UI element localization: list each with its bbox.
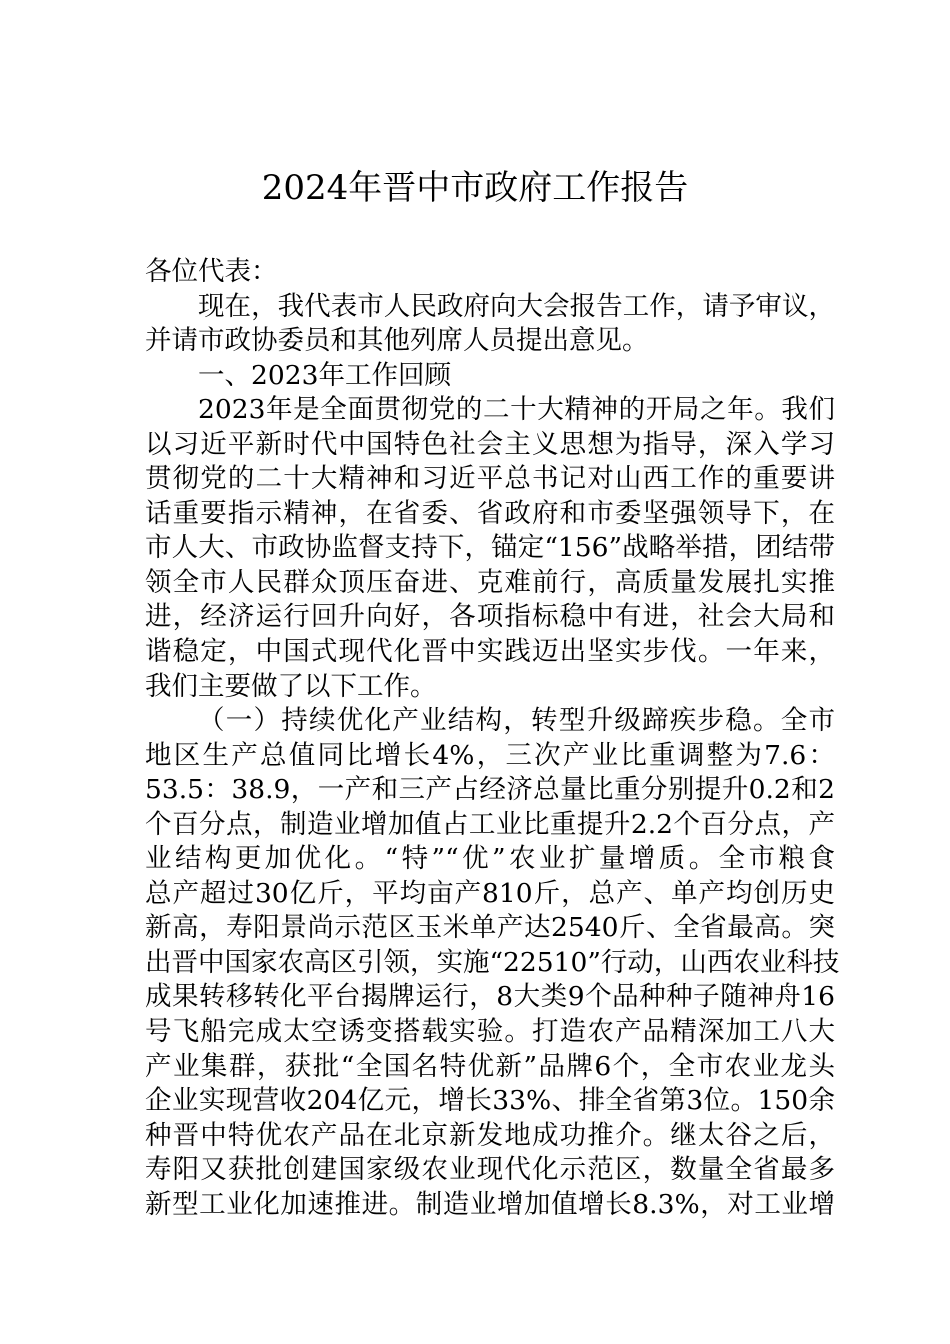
paragraph-line: 各位代表： <box>145 256 278 287</box>
paragraph-line: 2023年是全面贯彻党的二十大精神的开局之年。我们 <box>198 394 835 426</box>
paragraph-line: 地区生产总值同比增长4%，三次产业比重调整为7.6： <box>145 739 835 771</box>
paragraph-line: 总产超过30亿斤，平均亩产810斤，总产、单产均创历史 <box>145 877 835 909</box>
paragraph-line: 一、2023年工作回顾 <box>198 359 451 391</box>
paragraph-line: 新高，寿阳景尚示范区玉米单产达2540斤、全省最高。突 <box>145 912 835 944</box>
paragraph-line: 出晋中国家农高区引领，实施“22510”行动，山西农业科技 <box>145 946 840 978</box>
document-body <box>145 255 840 1222</box>
paragraph-line: 新型工业化加速推进。制造业增加值增长8.3%，对工业增 <box>145 1188 835 1220</box>
paragraph-line: 话重要指示精神，在省委、省政府和市委坚强领导下，在 <box>145 497 835 529</box>
paragraph-line: 业结构更加优化。“特”“优”农业扩量增质。全市粮食 <box>145 843 835 875</box>
paragraph-line: 种晋中特优农产品在北京新发地成功推介。继太谷之后， <box>145 1119 835 1151</box>
paragraph-line: 成果转移转化平台揭牌运行，8大类9个品种种子随神舟16 <box>145 981 835 1013</box>
paragraph-line: （一）持续优化产业结构，转型升级蹄疾步稳。全市 <box>198 705 835 737</box>
paragraph-line: 个百分点，制造业增加值占工业比重提升2.2个百分点，产 <box>145 808 835 840</box>
paragraph-line: 53.5：38.9，一产和三产占经济总量比重分别提升0.2和2 <box>145 774 835 806</box>
paragraph-line: 现在，我代表市人民政府向大会报告工作，请予审议， <box>198 290 835 322</box>
paragraph-line: 我们主要做了以下工作。 <box>145 670 437 702</box>
paragraph-line: 以习近平新时代中国特色社会主义思想为指导，深入学习 <box>145 428 835 460</box>
paragraph-line: 企业实现营收204亿元，增长33%、排全省第3位。150余 <box>145 1085 835 1117</box>
paragraph-line: 号飞船完成太空诱变搭载实验。打造农产品精深加工八大 <box>145 1016 835 1048</box>
paragraph-line: 领全市人民群众顶压奋进、克难前行，高质量发展扎实推 <box>145 566 835 598</box>
paragraph-line: 谐稳定，中国式现代化晋中实践迈出坚实步伐。一年来， <box>145 636 835 668</box>
paragraph-line: 进，经济运行回升向好，各项指标稳中有进，社会大局和 <box>145 601 835 633</box>
paragraph-line: 贯彻党的二十大精神和习近平总书记对山西工作的重要讲 <box>145 463 835 495</box>
paragraph-line: 产业集群，获批“全国名特优新”品牌6个，全市农业龙头 <box>145 1050 835 1082</box>
document-title: 2024年晋中市政府工作报告 <box>261 168 689 208</box>
paragraph-line: 市人大、市政协监督支持下，锚定“156”战略举措，团结带 <box>145 532 835 564</box>
paragraph-line: 并请市政协委员和其他列席人员提出意见。 <box>145 325 649 357</box>
paragraph-line: 寿阳又获批创建国家级农业现代化示范区，数量全省最多 <box>145 1154 835 1186</box>
